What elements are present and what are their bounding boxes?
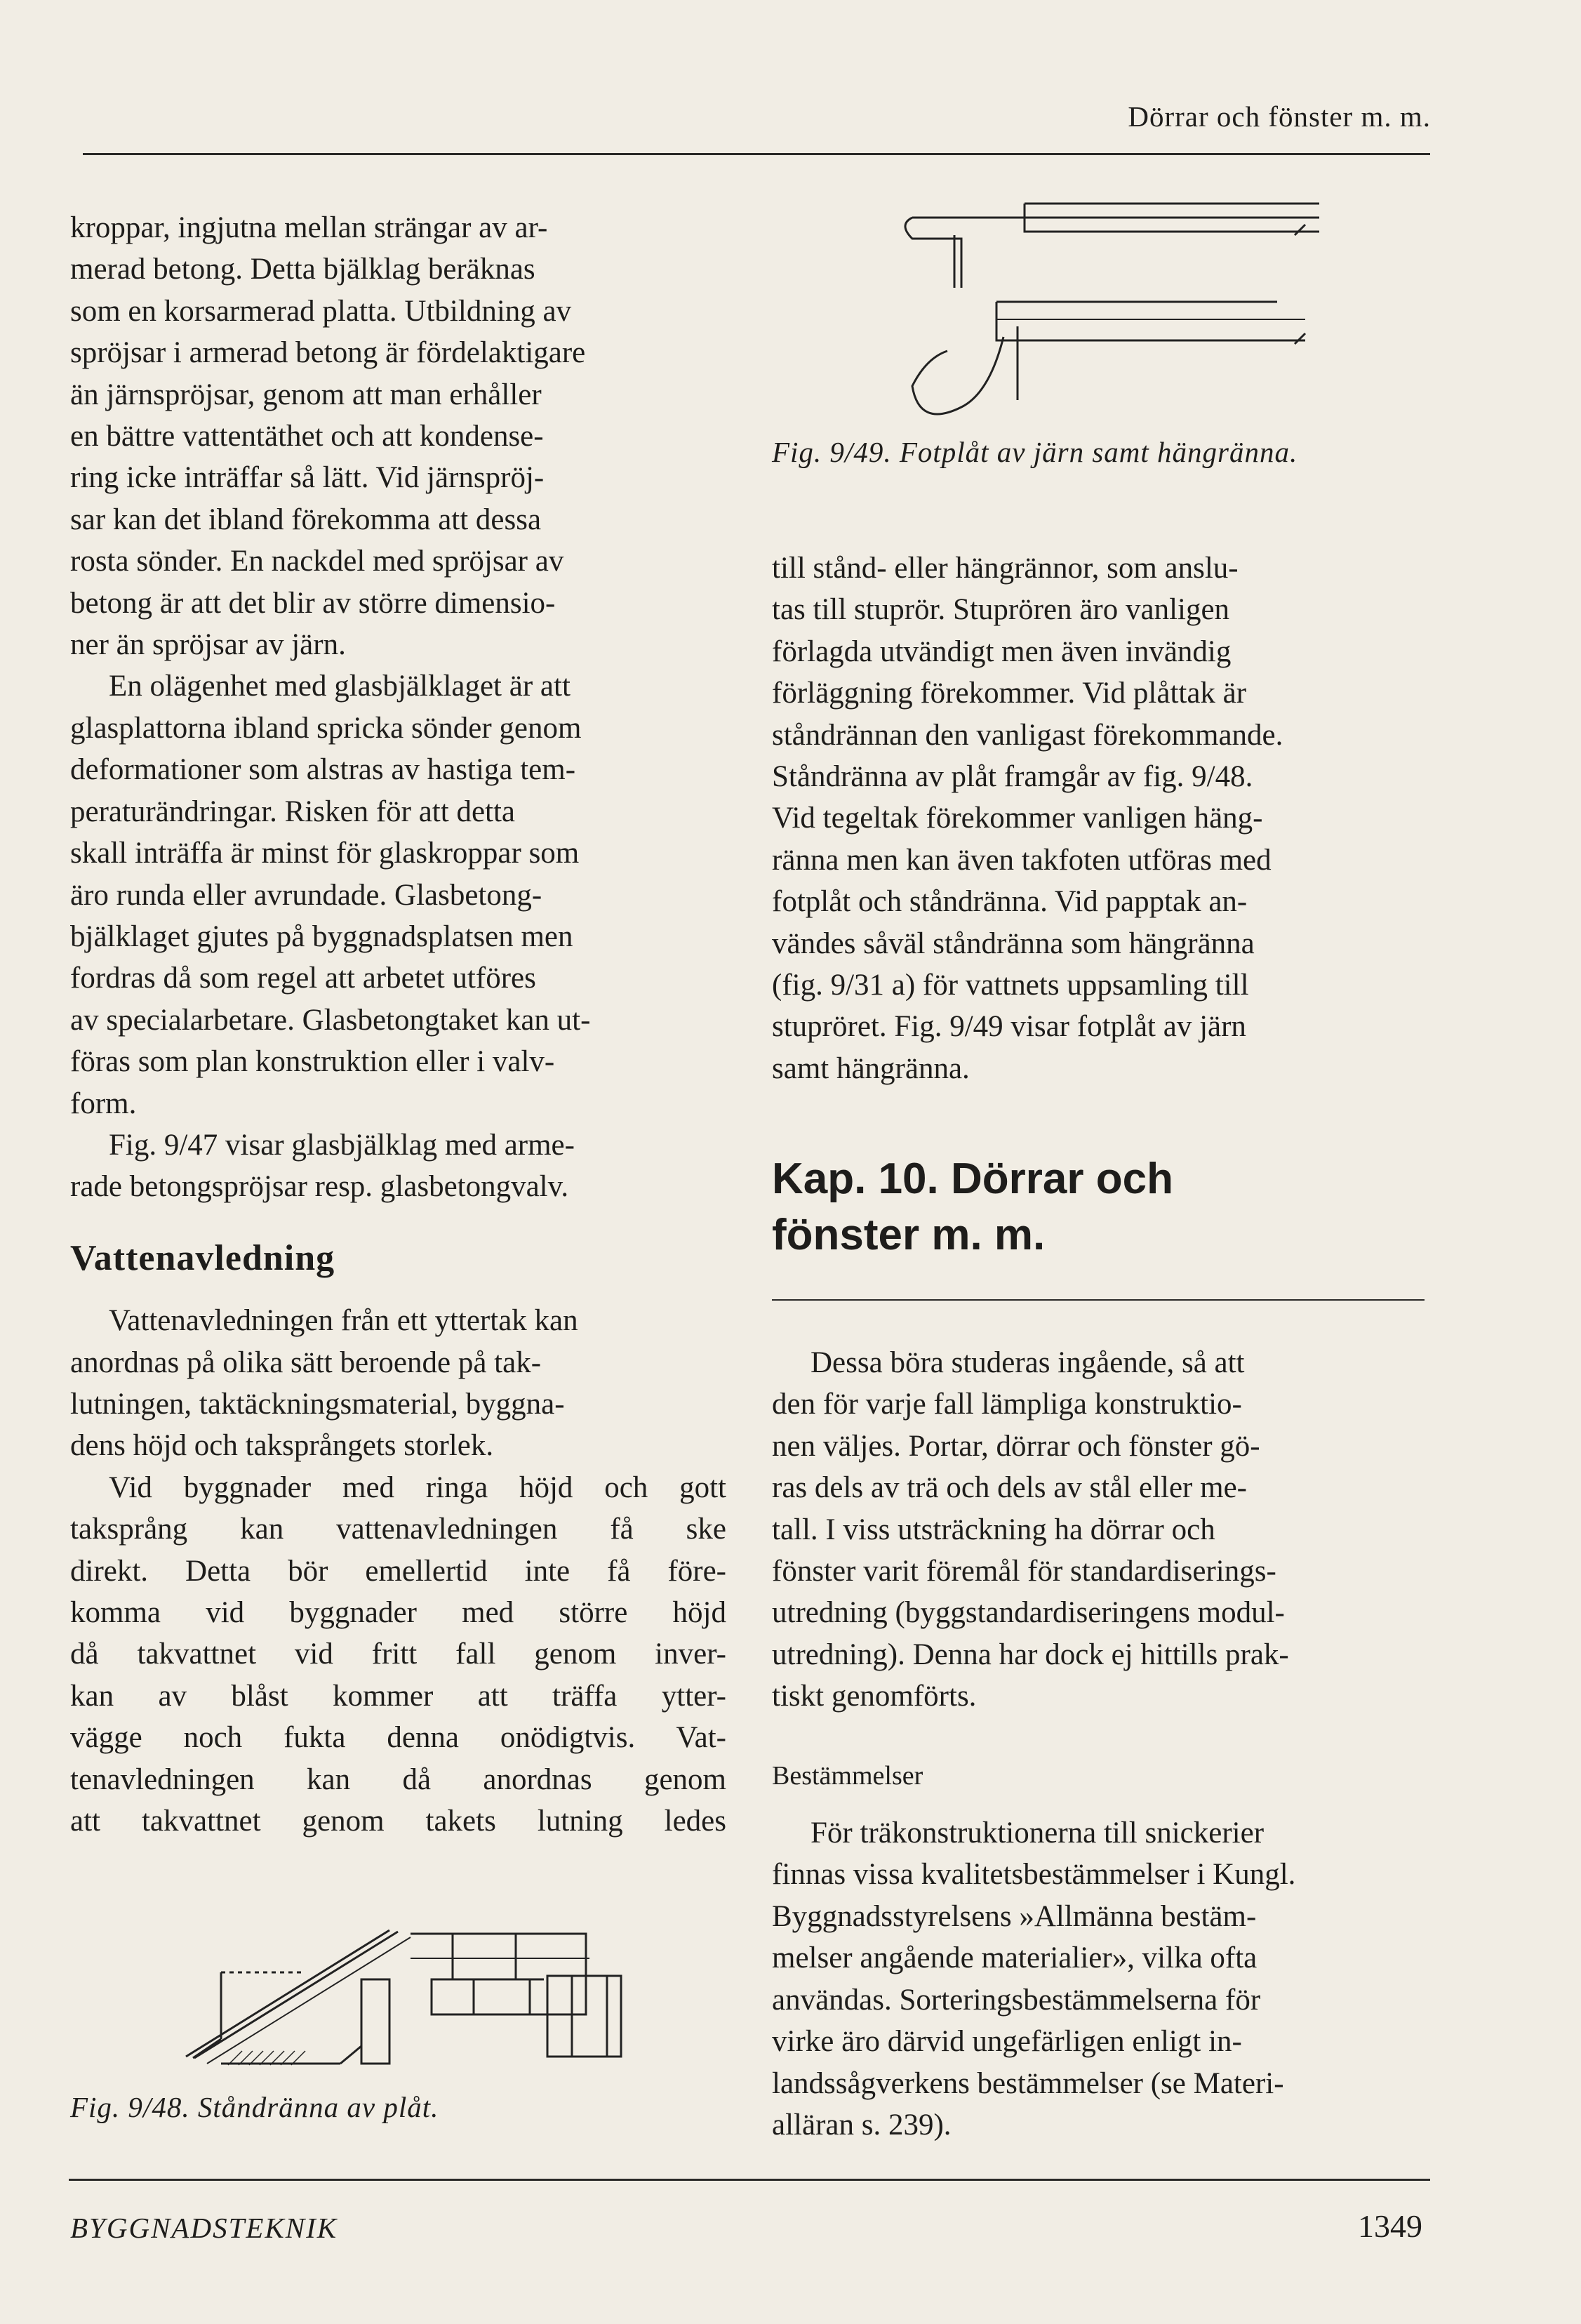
text-line: deformationer som alstras av hastiga tem- [70, 753, 576, 787]
gutter-drawing-fig-48 [179, 1902, 656, 2071]
paragraph [70, 207, 726, 665]
text-line: Ståndränna av plåt framgår av fig. 9/48. [772, 760, 1253, 794]
chapter-title [772, 1151, 1425, 1263]
text-line: (fig. 9/31 a) för vattnets uppsamling till [772, 969, 1249, 1002]
text-line: till stånd- eller hängrännor, som anslu- [772, 552, 1239, 585]
paragraph [70, 1300, 726, 1467]
header-rule [83, 153, 1430, 155]
text-line: vändes såväl ståndränna som hängränna [772, 927, 1255, 960]
publication-name: BYGGNADSTEKNIK [70, 2212, 338, 2244]
text-line: Vattenavledningen från ett yttertak kan [109, 1304, 578, 1338]
paragraph [772, 1812, 1425, 2146]
text-line: glasplattorna ibland spricka sönder genom [70, 711, 582, 745]
text-line: En olägenhet med glasbjälklaget är att [109, 670, 571, 703]
text-line: fordras då som regel att arbetet utföres [70, 962, 536, 995]
text-line: sar kan det ibland förekomma att dessa [70, 503, 542, 536]
text-line: föras som plan konstruktion eller i valv- [70, 1045, 555, 1079]
text-line: då takvattnet vid fritt fall genom inver- [70, 1638, 726, 1671]
paragraph [70, 1467, 726, 1842]
text-line: förlagda utvändigt men även invändig [772, 635, 1232, 668]
text-line: ner än spröjsar av järn. [70, 628, 346, 662]
text-line: spröjsar i armerad betong är fördelaktigare [70, 336, 586, 370]
text-line: ras dels av trä och dels av stål eller me- [772, 1471, 1247, 1505]
text-line: tas till stuprör. Stuprören äro vanligen [772, 593, 1230, 627]
text-line: Fig. 9/47 visar glasbjälklag med arme- [109, 1128, 575, 1162]
right-column-top [772, 547, 1425, 1089]
text-line: fotplåt och ståndränna. Vid papptak an- [772, 885, 1248, 919]
section-title: Vattenavledning [70, 1237, 335, 1278]
text-line: skall inträffa är minst för glaskroppar som [70, 837, 580, 870]
text-line: direkt. Detta bör emellertid inte få före- [70, 1554, 726, 1588]
text-line: För träkonstruktionerna till snickerier [810, 1817, 1265, 1850]
text-line: komma vid byggnader med större höjd [70, 1596, 726, 1629]
text-line: tenavledningen kan då anordnas genom [70, 1762, 726, 1796]
figure-caption: Fig. 9/49. Fotplåt av järn samt hängränna. [772, 436, 1298, 468]
text-line: utredning). Denna har dock ej hittills prak- [772, 1638, 1289, 1671]
text-line: än järnspröjsar, genom att man erhåller [70, 378, 542, 411]
text-line: fönster varit föremål för standardiserings- [772, 1555, 1276, 1588]
text-line: av specialarbetare. Glasbetongtaket kan ut- [70, 1003, 591, 1037]
text-line: taksprång kan vattenavledningen få ske [70, 1513, 726, 1546]
text-line: rade betongspröjsar resp. glasbetongvalv. [70, 1170, 569, 1204]
page-number: 1349 [1358, 2208, 1422, 2244]
text-line: kroppar, ingjutna mellan strängar av ar- [70, 211, 548, 244]
text-line: dens höjd och taksprångets storlek. [70, 1429, 494, 1463]
paragraph [70, 665, 726, 1124]
text-line: virke äro därvid ungefärligen enligt in- [772, 2025, 1242, 2059]
text-line: rosta sönder. En nackdel med spröjsar av [70, 545, 564, 578]
text-line: nen väljes. Portar, dörrar och fönster gö- [772, 1429, 1260, 1463]
chapter-title-line: fönster m. m. [772, 1211, 1046, 1259]
text-line: tiskt genomförts. [772, 1680, 977, 1713]
text-line: merad betong. Detta bjälklag beräknas [70, 253, 535, 286]
text-line: den för varje fall lämpliga konstruktio- [772, 1388, 1242, 1421]
subheading: Bestämmelser [772, 1760, 923, 1791]
text-line: melser angående materialier», vilka ofta [772, 1941, 1258, 1975]
left-column [70, 207, 726, 1842]
text-line: att takvattnet genom takets lutning ledes [70, 1805, 726, 1838]
text-line: användas. Sorteringsbestämmelserna för [772, 1983, 1261, 2017]
text-line: samt hängränna. [772, 1051, 970, 1085]
text-line: ring icke inträffar så lätt. Vid järnspröj- [70, 461, 545, 495]
text-line: betong är att det blir av större dimensio- [70, 586, 556, 620]
text-line: ståndrännan den vanligast förekommande. [772, 718, 1283, 752]
footer-rule [69, 2179, 1430, 2181]
text-line: form. [70, 1087, 137, 1120]
text-line: kan av blåst kommer att träffa ytter- [70, 1679, 726, 1713]
text-line: alläran s. 239). [772, 2108, 952, 2142]
text-line: stupröret. Fig. 9/49 visar fotplåt av järn [772, 1010, 1246, 1044]
running-head: Dörrar och fönster m. m. [1128, 100, 1431, 133]
text-line: en bättre vattentäthet och att kondense- [70, 420, 544, 453]
text-line: Vid byggnader med ringa höjd och gott [109, 1470, 726, 1504]
paragraph [772, 547, 1425, 1089]
text-line: utredning (byggstandardiseringens modul- [772, 1596, 1285, 1630]
paragraph [772, 1342, 1425, 1718]
text-line: finnas vissa kvalitetsbestämmelser i Kungl. [772, 1858, 1296, 1892]
text-line: bjälklaget gjutes på byggnadsplatsen men [70, 919, 573, 953]
text-line: anordnas på olika sätt beroende på tak- [70, 1346, 542, 1379]
text-line: Dessa böra studeras ingående, så att [810, 1346, 1245, 1379]
text-line: lutningen, taktäckningsmaterial, byggna- [70, 1387, 565, 1421]
figure-caption: Fig. 9/48. Ståndränna av plåt. [70, 2091, 439, 2123]
chapter-title-line: Kap. 10. Dörrar och [772, 1155, 1173, 1203]
text-line: tall. I viss utsträckning ha dörrar och [772, 1513, 1215, 1546]
text-line: peraturändringar. Risken för att detta [70, 795, 516, 828]
text-line: Vid tegeltak förekommer vanligen häng- [772, 802, 1263, 835]
right-column-bottom [772, 1342, 1425, 2146]
gutter-drawing-fig-49 [884, 197, 1319, 421]
text-line: vägge noch fukta denna onödigtvis. Vat- [70, 1721, 726, 1755]
text-line: som en korsarmerad platta. Utbildning av [70, 294, 572, 328]
text-line: äro runda eller avrundade. Glasbetong- [70, 878, 542, 912]
paragraph [70, 1124, 726, 1208]
text-line: förläggning förekommer. Vid plåttak är [772, 677, 1247, 710]
text-line: ränna men kan även takfoten utföras med [772, 843, 1272, 877]
text-line: Byggnadsstyrelsens »Allmänna bestäm- [772, 1899, 1257, 1933]
chapter-rule [772, 1299, 1425, 1301]
text-line: landssågverkens bestämmelser (se Materi- [772, 2066, 1284, 2100]
